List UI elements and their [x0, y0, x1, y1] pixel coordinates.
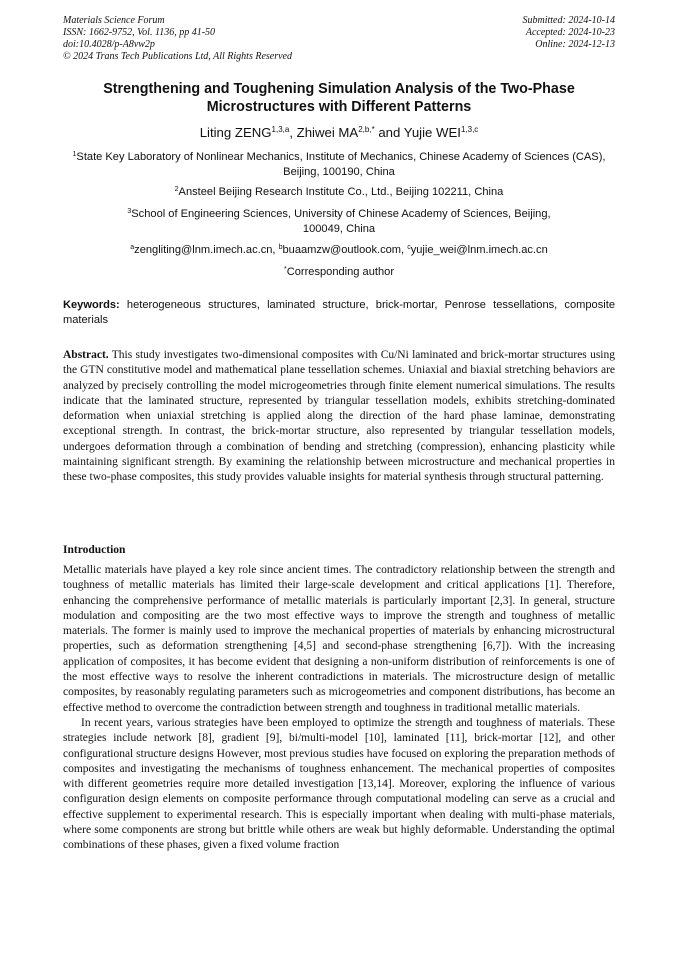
section-heading-introduction: Introduction — [63, 544, 126, 556]
publication-dates — [523, 15, 616, 51]
author: Yujie WEI$^{1,3,c}$ — [403, 125, 479, 140]
abstract — [63, 348, 615, 486]
copyright: © 2024 Trans Tech Publications Ltd, All Rights Reserved — [63, 51, 292, 62]
author: Zhiwei $MA^{2,b,*}$ and — [296, 125, 404, 140]
keywords — [63, 298, 615, 328]
journal-info — [63, 15, 292, 63]
email-link[interactable]: $^a$zengliting@lnm.imech.ac.cn, — [130, 244, 279, 256]
author-list — [63, 124, 615, 142]
journal-name: Materials Science Forum — [63, 15, 165, 26]
paper-title: Strengthening and Toughening Simulation Analysis of the Two-Phase Microstructures with Different Patterns — [103, 81, 575, 115]
paragraph: Metallic materials have played a key role since ancient times. The contradictory relationship between the strength and toughness of metallic materials has limited their large-scale development and critical applications [1]. Therefore, enhancing the comprehensive performance of metallic materials is particularly important [2,3]. In general, structure modulation and compositing are the two most effective ways to improve the strength and toughness of metallic materials. The former is mainly used to improve the mechanical properties of materials by enhancing microstructural properties, such as deformation strengthening [4,5] and second-phase strengthening [6,7]). With the increasing application of composites, it has become evident that designing a non-uniform distribution of reinforcements is one of the most effective ways to resolve the inherent contradictions in materials. The microstructure design of metallic composites, by reasonably regulating parameters such as microgeometries and component distributions, has become an effective method to overcome the contradiction between strength and toughness in traditional metallic materials. — [63, 564, 615, 714]
email-link[interactable]: $^c$yujie_wei@lnm.imech.ac.cn — [407, 244, 548, 256]
online-date: Online: 2024-12-13 — [535, 39, 615, 50]
corresponding-author-note: *Corresponding author — [283, 266, 395, 278]
issn-volume: ISSN: 1662-9752, Vol. 1136, pp 41-50 — [63, 27, 216, 38]
email-link[interactable]: $^b$buaamzw@outlook.com, — [278, 244, 408, 256]
introduction-body — [63, 563, 615, 854]
affiliation-2: $^2$Ansteel Beijing Research Institute Co., Ltd., Beijing 102211, China — [174, 186, 504, 198]
doi[interactable]: doi:10.4028/p-A8vw2p — [63, 39, 155, 50]
paragraph: In recent years, various strategies have been employed to optimize the strength and toughness of materials. These strategies include network [8], gradient [9], bi/multi-model [10], laminated [11], brick-mortar [12], and other configurational structure designs However, most previous studies have focused on exploring the preparation methods of composites and investigating the mechanisms of toughness enhancement. The mechanical properties of composites with different geometries require more detailed investigation [13,14]. Moreover, exploring the influence of various configuration design elements on composite performance through computational modeling can serve as a crucial and effective supplement to experimental research. This is especially important when dealing with multi-phase materials, where some components are strong but brittle while others are weak but highly deformable. Understanding the optimal combinations of these phases, given a fixed volume fraction — [63, 716, 615, 852]
accepted-date: Accepted: 2024-10-23 — [525, 27, 615, 38]
affiliation-3: $^3$School of Engineering Sciences, University of Chinese Academy of Sciences, Beijing, 100049, China — [127, 208, 551, 235]
author: Liting ZENG$^{1,3,a}$, — [199, 125, 297, 140]
keywords-label: Keywords: — [63, 299, 120, 311]
submitted-date: Submitted: 2024-10-14 — [522, 15, 615, 26]
page-header — [63, 15, 615, 63]
affiliation-1: $^1$State Key Laboratory of Nonlinear Mechanics, Institute of Mechanics, Chinese Academy of Sciences (CAS), Beijing, 100190, China — [72, 151, 606, 178]
email-list — [63, 243, 615, 258]
abstract-label: Abstract. — [63, 349, 109, 361]
abstract-text: This study investigates two-dimensional composites with Cu/Ni laminated and brick-mortar structures using the GTN constitutive model and mathematical plane tessellation schemes. Uniaxial and biaxial stretching behaviors are analyzed by precisely controlling the model microgeometries through finite element numerical simulations. The results indicate that the laminated structure, represented by triangular tessellation models, exhibits stretching-dominated deformation when uniaxial stretching is applied along the direction of the hard phase laminae, demonstrating exceptional strength. In contrast, the brick-mortar structure, also represented by triangular tessellation models, undergoes deformation through a combination of bending and stretching (compression), enhancing plasticity while maintaining significant strength. By examining the relationship between microstructure and mechanical properties in these two-phase composites, this study provides valuable insights for material synthesis through structural patterning. — [63, 349, 615, 484]
keywords-text: heterogeneous structures, laminated structure, brick-mortar, Penrose tessellations, composite materials — [63, 299, 615, 326]
